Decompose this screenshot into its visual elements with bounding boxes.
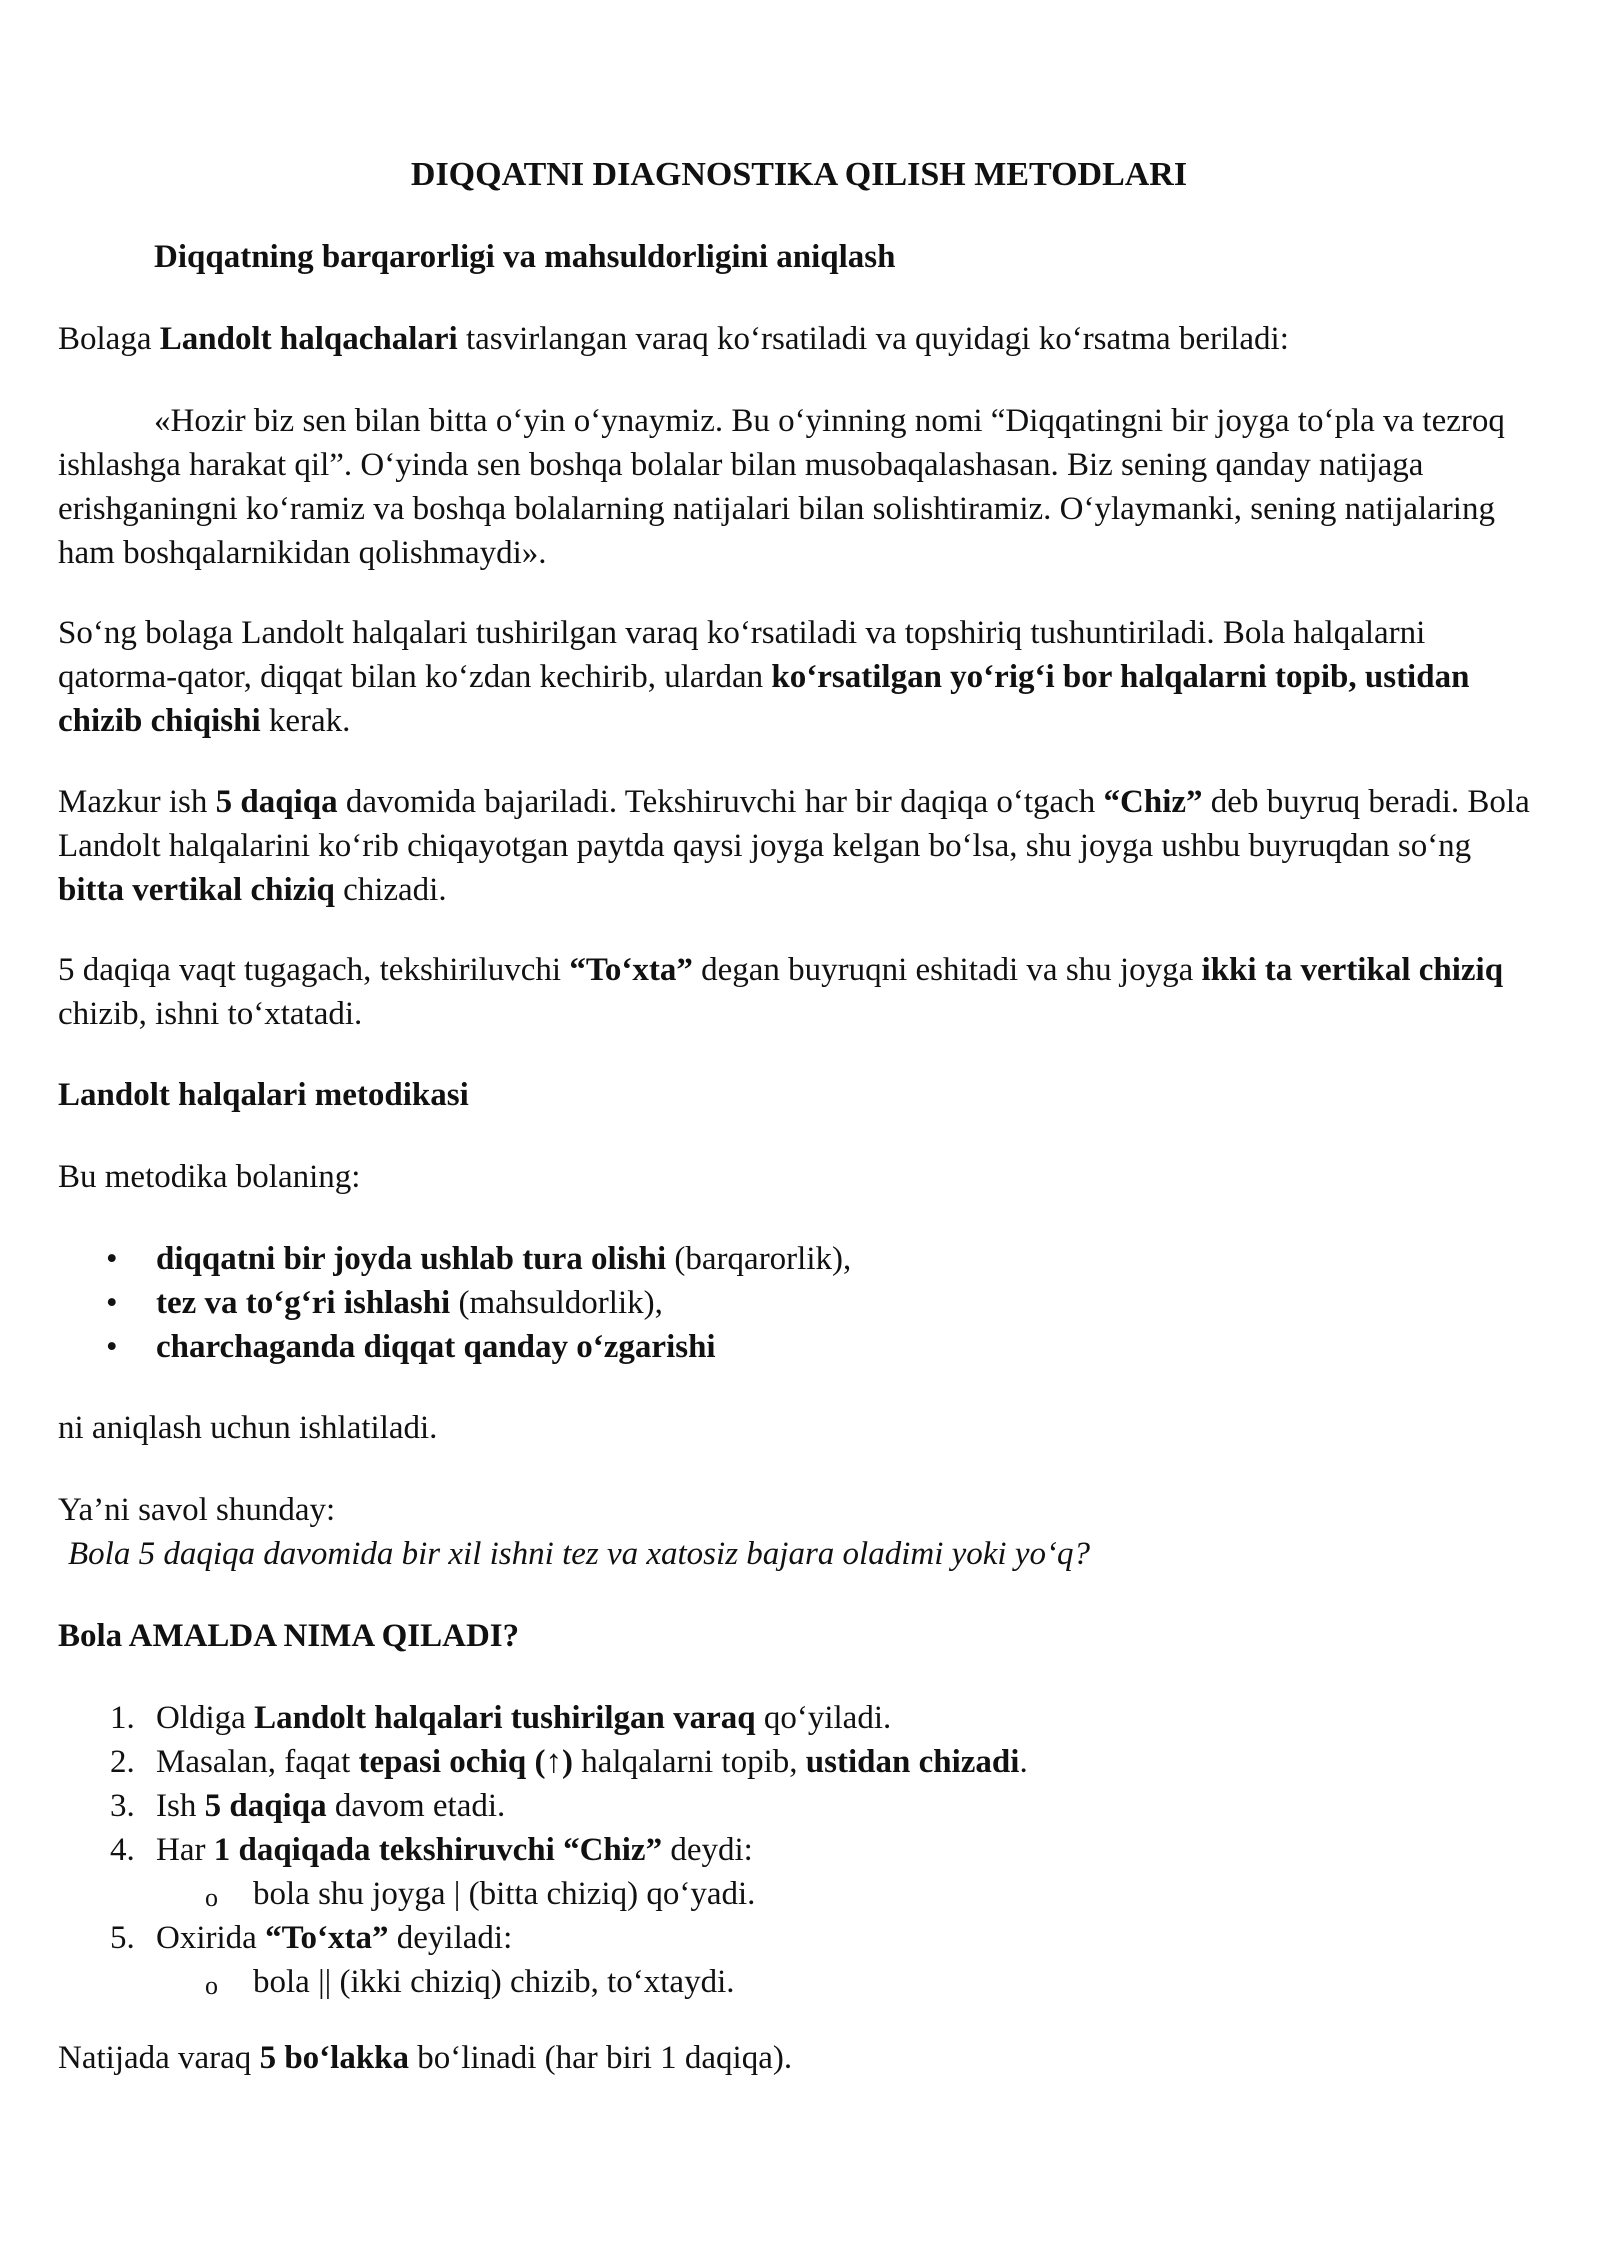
- step-item: 4. Har 1 daqiqada tekshiruvchi “Chiz” deydi: o bola shu joyga | (bitta chiziq) qoʻyadi.: [58, 1828, 1540, 1916]
- paragraph-question-lead: Ya’ni savol shunday:: [58, 1492, 336, 1528]
- step-item: 2. Masalan, faqat tepasi ochiq (↑) halqalarni topib, ustidan chizadi.: [110, 1744, 1028, 1780]
- sub-step-item: o bola shu joyga | (bitta chiziq) qoʻyadi.: [58, 1872, 1540, 1916]
- bullet-item: • charchaganda diqqat qanday oʻzgarishi: [58, 1325, 1540, 1369]
- procedure-step-list: [58, 1696, 1540, 2004]
- paragraph-purpose-lead: Bu metodika bolaning:: [58, 1159, 361, 1195]
- bullet-item: • tez va toʻgʻri ishlashi (mahsuldorlik),: [58, 1281, 1540, 1325]
- paragraph-question: Bola 5 daqiqa davomida bir xil ishni tez va xatosiz bajara oladimi yoki yoʻq?: [68, 1536, 1090, 1572]
- purpose-bullet-list: [58, 1237, 1540, 1369]
- paragraph-instruction-quote: «Hozir biz sen bilan bitta oʻyin oʻynaymiz. Bu oʻyinning nomi “Diqqatingni bir joyga toʻpla va tezroq ishlashga harakat qil”. Oʻyinda sen boshqa bolalar bilan musobaqalashasan. Biz sening qanday natijaga erishganingni koʻramiz va boshqa bolalarning natijalari bilan solishtiramiz. Oʻylaymanki, sening natijalaring ham boshqalarnikidan qolishmaydi».: [58, 403, 1505, 571]
- step-item: 3. Ish 5 daqiqa davom etadi.: [110, 1788, 506, 1824]
- page-title: DIQQATNI DIAGNOSTIKA QILISH METODLARI: [410, 156, 1188, 193]
- paragraph-intro: Bolaga Landolt halqachalari tasvirlangan varaq koʻrsatiladi va quyidagi koʻrsatma beriladi:: [58, 321, 1289, 357]
- sub-step-item: o bola || (ikki chiziq) chizib, toʻxtaydi.: [58, 1960, 1540, 2004]
- step-item: 5. Oxirida “Toʻxta” deyiladi: o bola || (ikki chiziq) chizib, toʻxtaydi.: [58, 1916, 1540, 2004]
- paragraph-task: Soʻng bolaga Landolt halqalari tushirilgan varaq koʻrsatiladi va topshiriq tushuntiriladi. Bola halqalarni qatorma-qator, diqqat bilan koʻzdan kechirib, ulardan koʻrsatilgan yoʻrigʻi bor halqalarni topib, ustidan chizib chiqishi kerak.: [58, 615, 1470, 739]
- paragraph-result: Natijada varaq 5 boʻlakka boʻlinadi (har biri 1 daqiqa).: [58, 2040, 793, 2076]
- section-subtitle: Diqqatning barqarorligi va mahsuldorligini aniqlash: [154, 239, 896, 275]
- paragraph-stop: 5 daqiqa vaqt tugagach, tekshiriluvchi “Toʻxta” degan buyruqni eshitadi va shu joyga ikki ta vertikal chiziq chizib, ishni toʻxtatadi.: [58, 952, 1504, 1032]
- section-heading-methodology: Landolt halqalari metodikasi: [58, 1077, 469, 1113]
- paragraph-duration: Mazkur ish 5 daqiqa davomida bajariladi. Tekshiruvchi har bir daqiqa oʻtgach “Chiz” deb buyruq beradi. Bola Landolt halqalarini koʻrib chiqayotgan paytda qaysi joyga kelgan boʻlsa, shu joyga ushbu buyruqdan soʻng bitta vertikal chiziq chizadi.: [58, 784, 1530, 908]
- step-item: 1. Oldiga Landolt halqalari tushirilgan varaq qoʻyiladi.: [110, 1700, 892, 1736]
- circle-bullet-icon: o: [205, 1883, 218, 1912]
- bullet-item: • diqqatni bir joyda ushlab tura olishi (barqarorlik),: [58, 1237, 1540, 1281]
- section-heading-procedure: Bola AMALDA NIMA QILADI?: [58, 1618, 520, 1654]
- paragraph-purpose-end: ni aniqlash uchun ishlatiladi.: [58, 1410, 438, 1446]
- circle-bullet-icon: o: [205, 1971, 218, 2000]
